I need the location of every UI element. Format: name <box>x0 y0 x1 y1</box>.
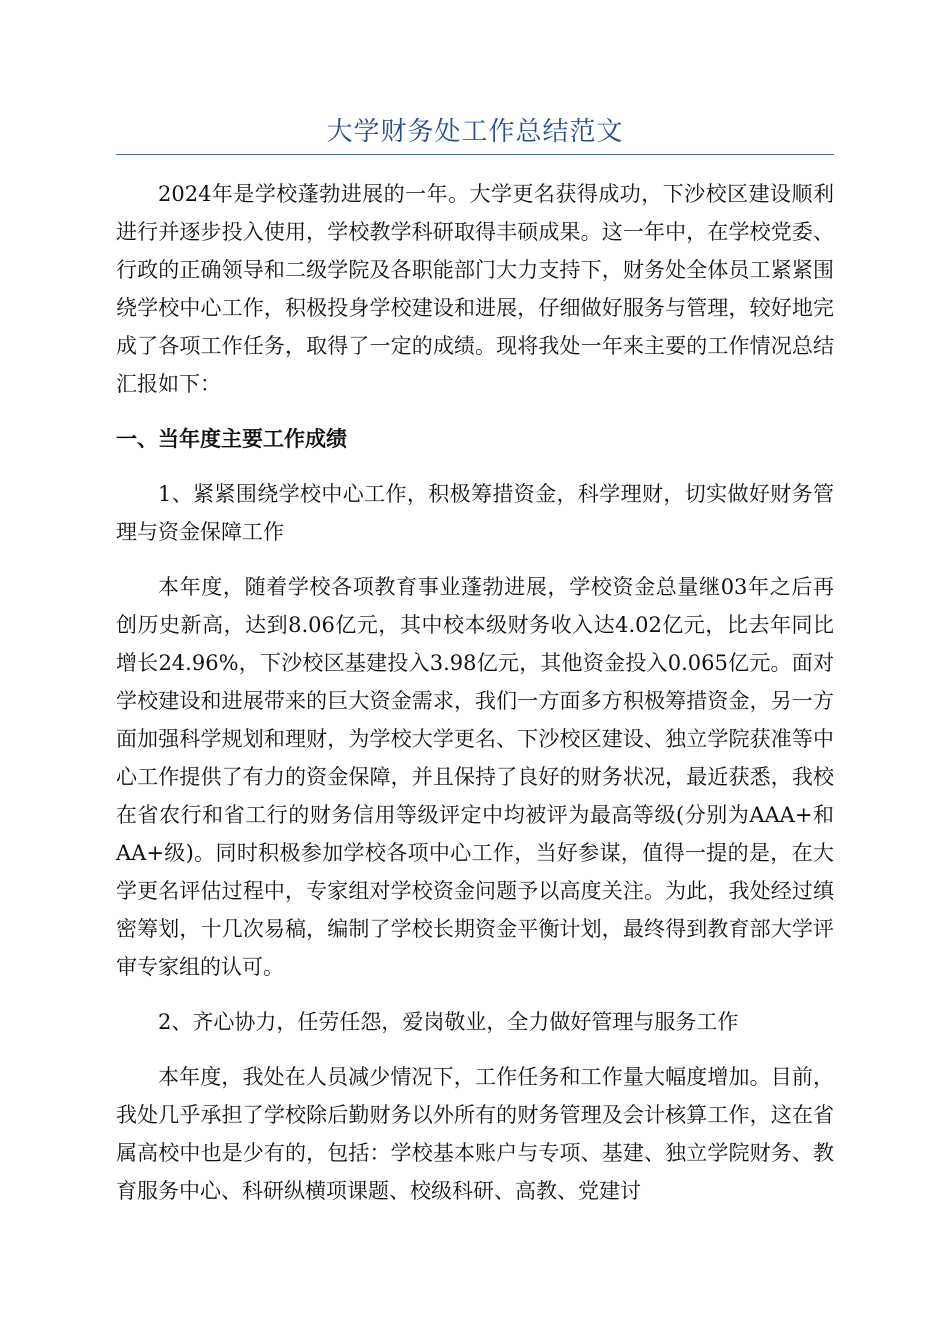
subsection-heading-2: 2、齐心协力，任劳任怨，爱岗敬业，全力做好管理与服务工作 <box>158 1010 739 1034</box>
paragraph-workload: 本年度，我处在人员减少情况下，工作任务和工作量大幅度增加。目前，我处几乎承担了学校除后勤财务以外所有的财务管理及会计核算工作，这在省属高校中也是少有的，包括：学校基本账户与专项、基建、独立学院财务、教育服务中心、科研纵横项课题、校级科研、高教、党建讨 <box>116 1065 834 1203</box>
section-heading: 一、当年度主要工作成绩 <box>116 427 347 451</box>
paragraph-intro: 2024年是学校蓬勃进展的一年。大学更名获得成功，下沙校区建设顺利进行并逐步投入使用，学校教学科研取得丰硕成果。这一年中，在学校党委、行政的正确领导和二级学院及各职能部门大力支持下，财务处全体员工紧紧围绕学校中心工作，积极投身学校建设和进展，仔细做好服务与管理，较好地完成了各项工作任务，取得了一定的成绩。现将我处一年来主要的工作情况总结汇报如下： <box>116 182 834 396</box>
document-body <box>116 175 834 1227</box>
document-title: 大学财务处工作总结范文 <box>326 117 624 147</box>
paragraph-funding: 本年度，随着学校各项教育事业蓬勃进展，学校资金总量继03年之后再创历史新高，达到8.06亿元，其中校本级财务收入达4.02亿元，比去年同比增长24.96%，下沙校区基建投入3.98亿元，其他资金投入0.065亿元。面对学校建设和进展带来的巨大资金需求，我们一方面多方积极筹措资金，另一方面加强科学规划和理财，为学校大学更名、下沙校区建设、独立学院获准等中心工作提供了有力的资金保障，并且保持了良好的财务状况，最近获悉，我校在省农行和省工行的财务信用等级评定中均被评为最高等级(分别为AAA+和AA+级)。同时积极参加学校各项中心工作，当好参谋，值得一提的是，在大学更名评估过程中，专家组对学校资金问题予以高度关注。为此，我处经过缜密筹划，十几次易稿，编制了学校长期资金平衡计划，最终得到教育部大学评审专家组的认可。 <box>116 575 834 979</box>
title-underline <box>116 154 834 155</box>
subsection-heading-1: 1、紧紧围绕学校中心工作，积极筹措资金，科学理财，切实做好财务管理与资金保障工作 <box>116 482 834 544</box>
